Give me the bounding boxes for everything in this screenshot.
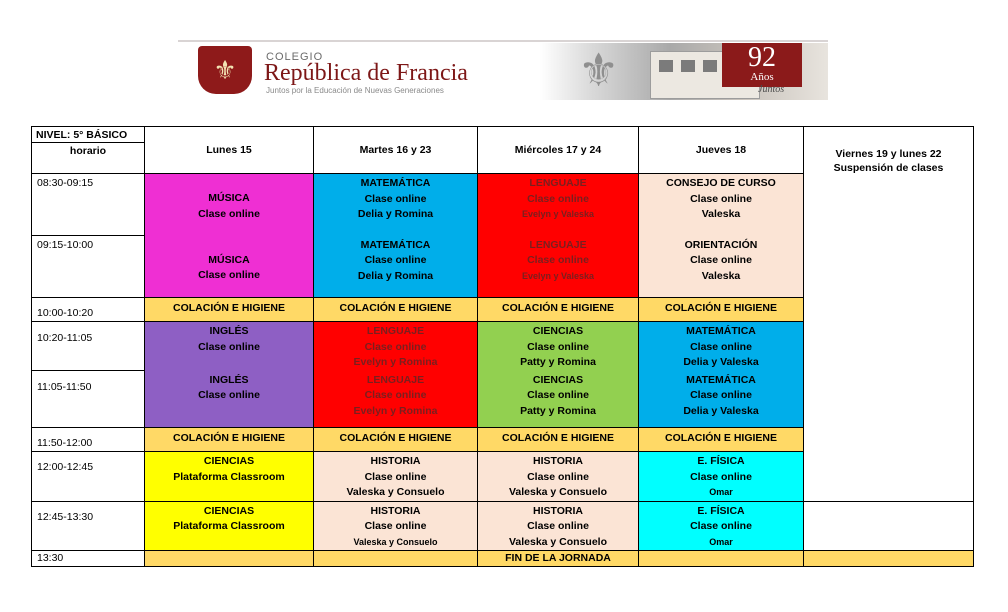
subject: CIENCIAS <box>532 373 584 386</box>
day-header-wednesday: Miércoles 17 y 24 <box>478 127 639 174</box>
mode: Clase online <box>527 520 589 532</box>
teacher: Evelyn y Valeska <box>521 270 595 281</box>
teacher: Patty y Romina <box>520 404 596 417</box>
friday-line-1: Viernes 19 y lunes 22 <box>835 148 942 160</box>
break-cell: COLACIÓN E HIGIENE <box>639 428 804 452</box>
subject: HISTORIA <box>370 455 421 467</box>
subject: MATEMÁTICA <box>686 373 756 386</box>
class-cell <box>478 322 639 371</box>
class-cell <box>639 452 804 502</box>
friday-line-2: Suspensión de clases <box>833 162 944 174</box>
teacher: Evelyn y Valeska <box>521 209 595 219</box>
end-cell-empty <box>639 551 804 567</box>
subject: HISTORIA <box>533 455 583 467</box>
subject: LENGUAJE <box>366 373 425 386</box>
end-cell-empty <box>314 551 478 567</box>
break-cell: COLACIÓN E HIGIENE <box>478 428 639 452</box>
break-cell: COLACIÓN E HIGIENE <box>145 298 314 322</box>
mode: Clase online <box>364 520 427 532</box>
time-slot: 12:45-13:30 <box>32 501 145 551</box>
mode: Clase online <box>364 389 427 401</box>
time-slot: 12:00-12:45 <box>32 452 145 502</box>
teacher: Valeska y Consuelo <box>353 536 438 547</box>
subject: MATEMÁTICA <box>360 177 431 189</box>
mode: Clase online <box>690 254 752 266</box>
mode: Clase online <box>527 470 589 483</box>
teacher: Omar <box>709 487 733 497</box>
class-cell <box>639 371 804 428</box>
end-cell-empty <box>145 551 314 567</box>
subject: HISTORIA <box>533 504 583 517</box>
class-cell <box>145 371 314 428</box>
school-tagline: Juntos por la Educación de Nuevas Generaciones <box>266 86 444 95</box>
subject: MÚSICA <box>208 253 250 266</box>
school-crest-logo: ⚜ <box>198 46 252 94</box>
subject: INGLÉS <box>209 373 249 386</box>
subject: MATEMÁTICA <box>360 238 431 251</box>
mode: Clase online <box>198 340 260 353</box>
table-row <box>32 501 974 551</box>
subject: LENGUAJE <box>529 177 587 189</box>
mode: Clase online <box>690 340 752 353</box>
mode: Plataforma Classroom <box>173 470 285 483</box>
mode: Clase online <box>364 340 427 353</box>
teacher: Evelyn y Romina <box>353 356 438 368</box>
mode: Clase online <box>690 389 752 401</box>
class-cell <box>145 452 314 502</box>
mode: Clase online <box>527 192 589 205</box>
class-cell <box>639 501 804 551</box>
teacher: Evelyn y Romina <box>353 404 438 417</box>
teacher: Valeska y Consuelo <box>346 486 445 498</box>
teacher: Valeska <box>701 269 741 282</box>
teacher: Valeska <box>701 208 741 220</box>
class-cell <box>314 371 478 428</box>
teacher: Delia y Romina <box>357 208 434 220</box>
subject: CIENCIAS <box>532 325 584 337</box>
subject: MATEMÁTICA <box>686 325 756 337</box>
subject: LENGUAJE <box>529 238 587 251</box>
subject: INGLÉS <box>209 325 249 337</box>
subject: MÚSICA <box>208 192 250 204</box>
nivel-label: NIVEL: 5° BÁSICO <box>32 127 145 143</box>
class-cell <box>314 236 478 298</box>
class-cell <box>145 322 314 371</box>
class-cell <box>478 236 639 298</box>
mode: Clase online <box>690 470 752 483</box>
teacher: Valeska y Consuelo <box>508 535 608 548</box>
time-slot: 11:50-12:00 <box>32 428 145 452</box>
mode: Clase online <box>690 192 752 205</box>
class-cell <box>639 174 804 236</box>
subject: LENGUAJE <box>366 325 425 337</box>
class-cell <box>314 501 478 551</box>
anniversary-word: Años <box>750 71 774 83</box>
table-row <box>32 551 974 567</box>
class-cell <box>314 174 478 236</box>
time-slot: 10:00-10:20 <box>32 298 145 322</box>
time-slot: 11:05-11:50 <box>32 371 145 428</box>
end-cell-empty <box>804 551 974 567</box>
break-cell: COLACIÓN E HIGIENE <box>639 298 804 322</box>
horario-label: horario <box>32 143 145 174</box>
end-of-day-label: FIN DE LA JORNADA <box>478 551 639 567</box>
subject: CIENCIAS <box>203 504 255 517</box>
fleur-de-lis-icon: ⚜ <box>578 44 620 96</box>
school-banner <box>178 40 828 102</box>
colegio-label: COLEGIO <box>266 51 324 63</box>
subject: E. FÍSICA <box>697 504 745 517</box>
mode: Clase online <box>364 470 427 483</box>
subject: ORIENTACIÓN <box>684 238 758 251</box>
anniversary-number: 92 <box>748 42 776 73</box>
empty-friday-cell <box>804 501 974 551</box>
school-building-photo <box>540 43 828 100</box>
subject: HISTORIA <box>370 504 421 517</box>
day-header-tuesday: Martes 16 y 23 <box>314 127 478 174</box>
time-slot: 10:20-11:05 <box>32 322 145 371</box>
teacher: Delia y Valeska <box>683 356 759 368</box>
mode: Clase online <box>364 254 427 266</box>
time-slot: 08:30-09:15 <box>32 174 145 236</box>
teacher: Delia y Romina <box>357 269 434 282</box>
mode: Clase online <box>690 520 752 532</box>
class-cell <box>145 501 314 551</box>
anniversary-juntos: Juntos <box>758 84 785 95</box>
break-cell: COLACIÓN E HIGIENE <box>145 428 314 452</box>
class-cell <box>478 174 639 236</box>
mode: Clase online <box>198 207 260 220</box>
class-cell <box>314 452 478 502</box>
class-cell <box>478 452 639 502</box>
class-cell <box>478 371 639 428</box>
class-cell <box>145 174 314 236</box>
break-cell: COLACIÓN E HIGIENE <box>478 298 639 322</box>
day-header-thursday: Jueves 18 <box>639 127 804 174</box>
mode: Clase online <box>527 389 589 401</box>
school-name: República de Francia <box>264 60 468 86</box>
mode: Clase online <box>527 254 589 266</box>
day-header-monday: Lunes 15 <box>145 127 314 174</box>
time-slot: 13:30 <box>32 551 145 567</box>
banner-divider <box>178 40 828 42</box>
mode: Clase online <box>364 192 427 205</box>
teacher: Omar <box>709 536 733 547</box>
teacher: Patty y Romina <box>520 356 596 368</box>
teacher: Valeska y Consuelo <box>508 486 608 498</box>
subject: E. FÍSICA <box>697 455 745 467</box>
class-cell <box>145 236 314 298</box>
mode: Clase online <box>198 389 260 401</box>
subject: CIENCIAS <box>203 455 255 467</box>
subject: CONSEJO DE CURSO <box>666 177 776 189</box>
time-slot: 09:15-10:00 <box>32 236 145 298</box>
class-cell <box>639 236 804 298</box>
break-cell: COLACIÓN E HIGIENE <box>314 428 478 452</box>
schedule-table <box>31 126 974 567</box>
friday-suspension-note <box>804 127 974 502</box>
break-cell: COLACIÓN E HIGIENE <box>314 298 478 322</box>
class-cell <box>639 322 804 371</box>
mode: Plataforma Classroom <box>173 520 285 532</box>
mode: Clase online <box>198 269 260 281</box>
teacher: Delia y Valeska <box>683 404 759 417</box>
class-cell <box>314 322 478 371</box>
mode: Clase online <box>527 340 589 353</box>
class-cell <box>478 501 639 551</box>
